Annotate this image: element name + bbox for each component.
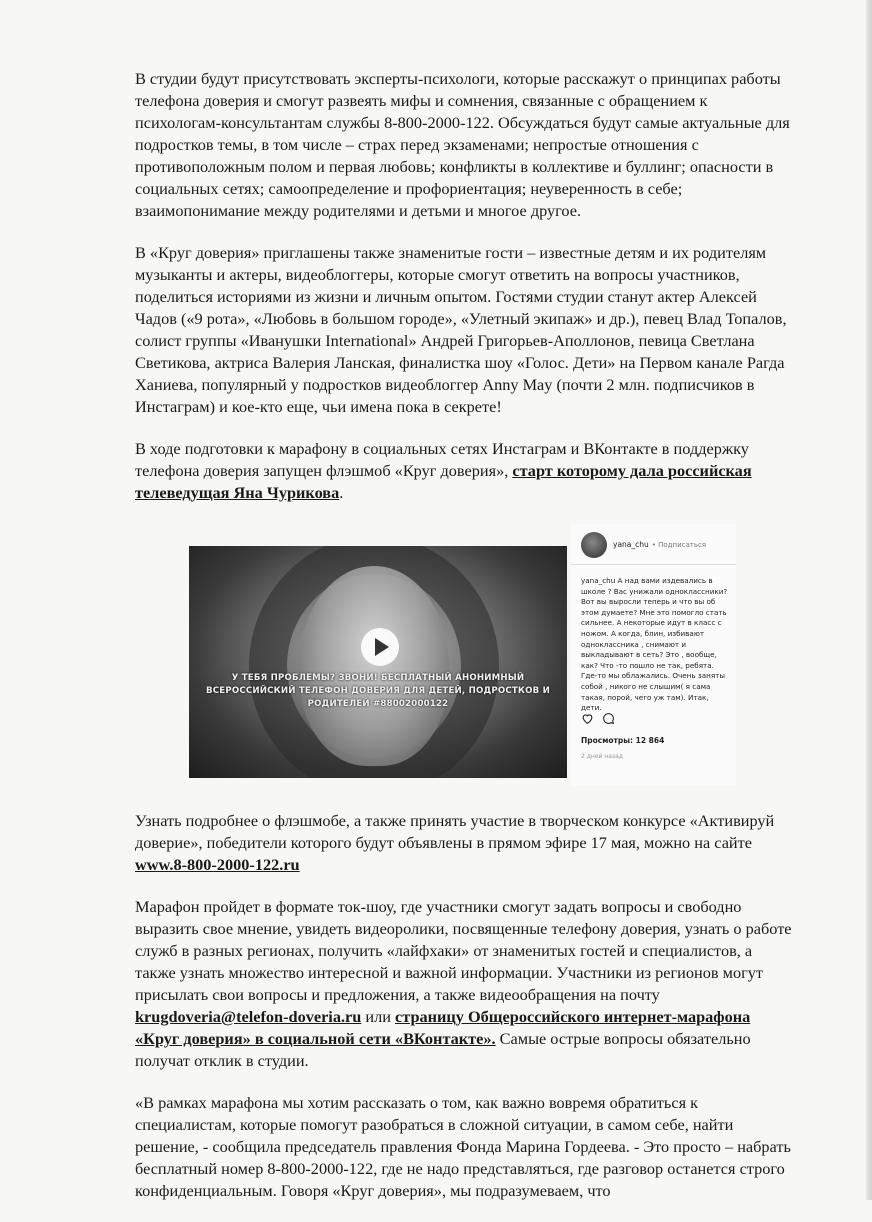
- paragraph-format: [135, 896, 795, 1072]
- instagram-header: [581, 532, 706, 558]
- play-icon[interactable]: [361, 628, 399, 666]
- instagram-post-text: yana_chu А над вами издевались в школе ? Вас унижали одноклассники? Вот вы выросли теперь и что вы об этом думаете? Мне это помогло стать сильнее. А некоторые идут в класс с ножом. А когда, блин, избивают одноклассника , снимают и выкладывают в сеть? Это , вообще, как? Что -то пошло не так, ребята. Где-то мы облажались. Очень заняты собой , никого не слышим( я сама такая, порой, чего уж там). Итак, дети.: [581, 576, 728, 713]
- vk-page-link[interactable]: страницу Общероссийского интернет-марафона «Круг доверия» в социальной сети «ВКонтакте».: [135, 1007, 751, 1048]
- instagram-actions: [581, 709, 615, 722]
- video-player[interactable]: [189, 546, 567, 778]
- view-count: Просмотры: 12 864: [581, 736, 665, 745]
- video-caption: У ТЕБЯ ПРОБЛЕМЫ? ЗВОНИ! БЕСПЛАТНЫЙ АНОНИМНЫЙ ВСЕРОССИЙСКИЙ ТЕЛЕФОН ДОВЕРИЯ ДЛЯ ДЕТЕЙ, ПОДРОСТКОВ И РОДИТЕЛЕЙ #88002000122: [206, 673, 550, 709]
- video-face-shape: [299, 566, 449, 766]
- comment-icon[interactable]: [602, 709, 615, 722]
- format-text: Марафон пройдет в формате ток-шоу, где участники смогут задать вопросы и свободно выразить свое мнение, увидеть видеоролики, посвященные телефону доверия, узнать о работе служб в разных регионах, получить «лайфхаки» от знаменитых гостей и специалистов, а также узнать множество интересной и важной информации. Участники из регионов могут присылать свои вопросы и предложения, а также видеообращения на почту: [135, 897, 792, 1004]
- subscribe-link[interactable]: • Подписаться: [651, 541, 707, 549]
- avatar[interactable]: [581, 532, 607, 558]
- instagram-username[interactable]: yana_chu: [613, 540, 649, 549]
- document-body: [135, 68, 795, 1222]
- paragraph-flashmob: [135, 438, 795, 504]
- email-link[interactable]: krugdoveria@telefon-doveria.ru: [135, 1007, 362, 1026]
- post-age: 2 дней назад: [581, 753, 623, 760]
- paragraph-guests: В «Круг доверия» приглашены также знаменитые гости – известные детям и их родителям музыканты и актеры, видеоблоггеры, которые смогут ответить на вопросы участников, поделиться историями из жизни и личным опытом. Гостями студии станут актер Алексей Чадов («9 рота», «Любовь в большом городе», «Улетный экипаж» и др.), певец Влад Топалов, солист группы «Иванушки International» Андрей Григорьев-Аполлонов, певица Светлана Светикова, актриса Валерия Ланская, финалистка шоу «Голос. Дети» на Первом канале Рагда Ханиева, популярный у подростков видеоблоггер Anny May (почти 2 млн. подписчиков в Инстаграм) и кое-кто еще, чьи имена пока в секрете!: [135, 243, 787, 416]
- paragraph-contest: [135, 810, 795, 876]
- flashmob-text: В ходе подготовки к марафону в социальных сетях Инстаграм и ВКонтакте в поддержку телефона доверия запущен флэшмоб «Круг доверия»,: [135, 439, 749, 480]
- website-link[interactable]: www.8-800-2000-122.ru: [135, 855, 300, 874]
- heart-icon[interactable]: [581, 709, 594, 722]
- paragraph-experts: В студии будут присутствовать эксперты-психологи, которые расскажут о принципах работы телефона доверия и смогут развеять мифы и сомнения, связанные с обращением к психологам-консультантам службы 8-800-2000-122. Обсуждаться будут самые актуальные для подростков темы, в том числе – страх перед экзаменами; непростые отношения с противоположным полом и первая любовь; конфликты в коллективе и буллинг; опасности в социальных сетях; самоопределение и профориентация; неуверенность в себе; взаимопонимание между родителями и детьми и многое другое.: [135, 69, 790, 220]
- format-end: Самые острые вопросы обязательно получат отклик в студии.: [135, 1029, 751, 1070]
- contest-text: Узнать подробнее о флэшмобе, а также принять участие в творческом конкурсе «Активируй доверие», победители которого будут объявлены в прямом эфире 17 мая, можно на сайте: [135, 811, 775, 852]
- scan-edge: [866, 0, 872, 1200]
- churikova-link[interactable]: старт которому дала российская телеведущая Яна Чурикова: [135, 461, 752, 502]
- format-or: или: [361, 1007, 396, 1026]
- instagram-post: [571, 524, 736, 786]
- divider: [571, 564, 736, 565]
- flashmob-end: .: [339, 483, 344, 502]
- paragraph-quote: «В рамках марафона мы хотим рассказать о том, как важно вовремя обратиться к специалистам, которые помогут разобраться в сложной ситуации, в самом себе, найти решение, - сообщила председатель правления Фонда Марина Гордеева. - Это просто – набрать бесплатный номер 8-800-2000-122, где не надо представляться, где разговор останется строго конфиденциальным. Говоря «Круг доверия», мы подразумеваем, что: [135, 1093, 791, 1200]
- media-block: [189, 524, 739, 786]
